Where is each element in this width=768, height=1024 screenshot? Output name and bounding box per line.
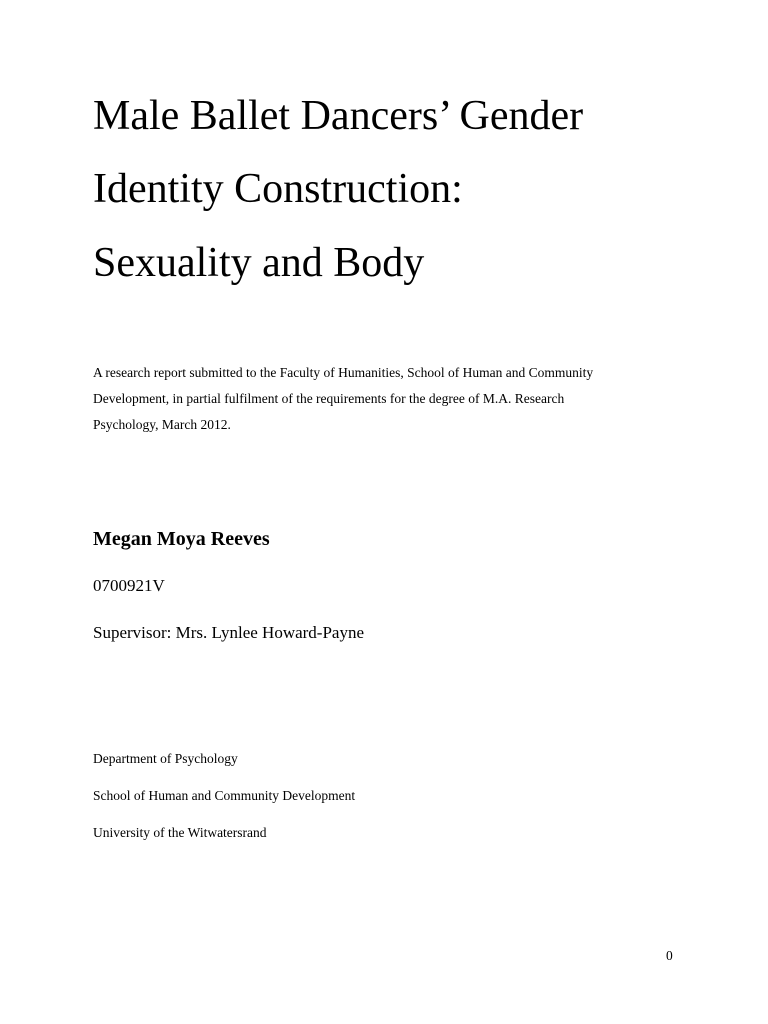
department-name: Department of Psychology xyxy=(93,751,238,766)
student-id: 0700921V xyxy=(93,576,165,595)
description-line-1: A research report submitted to the Faculty of Humanities, School of Human and Community xyxy=(93,365,594,380)
page-number: 0 xyxy=(666,948,673,963)
description-line-3: Psychology, March 2012. xyxy=(93,417,231,432)
school-name: School of Human and Community Development xyxy=(93,788,356,803)
supervisor-line: Supervisor: Mrs. Lynlee Howard-Payne xyxy=(93,623,365,642)
university-name: University of the Witwatersrand xyxy=(93,825,267,840)
title-line-2: Identity Construction: xyxy=(93,166,463,212)
report-description xyxy=(93,360,683,438)
title-line-1: Male Ballet Dancers’ Gender xyxy=(93,93,584,139)
author-name: Megan Moya Reeves xyxy=(93,528,270,550)
title-line-3: Sexuality and Body xyxy=(93,240,425,286)
description-line-2: Development, in partial fulfilment of the requirements for the degree of M.A. Research xyxy=(93,391,565,406)
